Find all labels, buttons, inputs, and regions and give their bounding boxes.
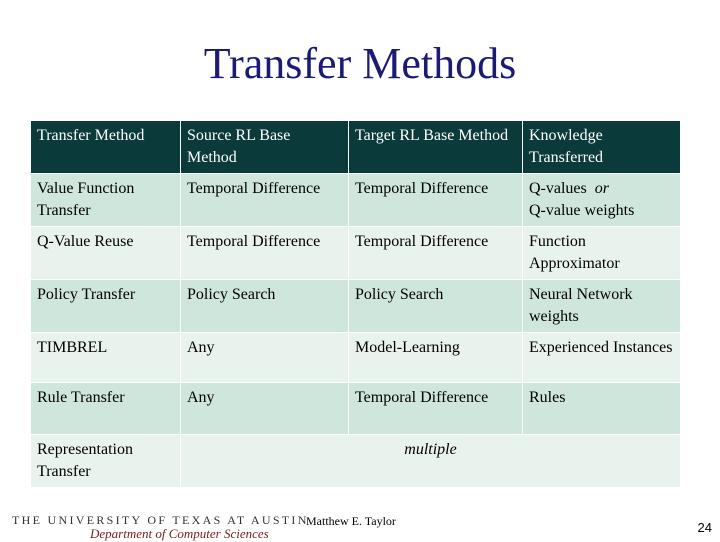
author-name: Matthew E. Taylor bbox=[306, 514, 396, 528]
cell-method: Value Function Transfer bbox=[31, 174, 181, 227]
cell-target: Model-Learning bbox=[349, 333, 523, 383]
cell-method: Representation Transfer bbox=[31, 435, 181, 488]
cell-source: Policy Search bbox=[181, 280, 349, 333]
table-row bbox=[31, 435, 681, 488]
cell-target: Temporal Difference bbox=[349, 227, 523, 280]
table-row bbox=[31, 280, 681, 333]
cell-source: Temporal Difference bbox=[181, 174, 349, 227]
cell-source: Temporal Difference bbox=[181, 227, 349, 280]
cell-knowledge: Function Approximator bbox=[523, 227, 681, 280]
table-row bbox=[31, 383, 681, 435]
university-name: THE UNIVERSITY OF TEXAS AT AUSTIN bbox=[12, 513, 309, 527]
cell-method: Policy Transfer bbox=[31, 280, 181, 333]
cell-target: Temporal Difference bbox=[349, 383, 523, 435]
knowledge-or: or bbox=[594, 180, 609, 197]
cell-source: Any bbox=[181, 333, 349, 383]
cell-method: Q-Value Reuse bbox=[31, 227, 181, 280]
header-target-method: Target RL Base Method bbox=[349, 121, 523, 174]
header-knowledge: Knowledge Transferred bbox=[523, 121, 681, 174]
table-header-row bbox=[31, 121, 681, 174]
page-number: 24 bbox=[697, 520, 712, 535]
cell-knowledge bbox=[523, 174, 681, 227]
header-transfer-method: Transfer Method bbox=[31, 121, 181, 174]
knowledge-part-1: Q-values bbox=[529, 180, 587, 197]
cell-source: Any bbox=[181, 383, 349, 435]
cell-target: Temporal Difference bbox=[349, 174, 523, 227]
table-row bbox=[31, 174, 681, 227]
cell-method: TIMBREL bbox=[31, 333, 181, 383]
table-row bbox=[31, 333, 681, 383]
cell-knowledge: Neural Network weights bbox=[523, 280, 681, 333]
cell-target: Policy Search bbox=[349, 280, 523, 333]
cell-method: Rule Transfer bbox=[31, 383, 181, 435]
cell-knowledge: Experienced Instances bbox=[523, 333, 681, 383]
transfer-methods-table bbox=[30, 120, 681, 488]
cell-span-multiple: multiple bbox=[181, 435, 681, 488]
header-source-method: Source RL Base Method bbox=[181, 121, 349, 174]
slide-title: Transfer Methods bbox=[203, 39, 517, 88]
cell-knowledge: Rules bbox=[523, 383, 681, 435]
university-logo bbox=[12, 513, 309, 542]
knowledge-part-2: Q-value weights bbox=[529, 202, 635, 219]
table-row bbox=[31, 227, 681, 280]
department-name: Department of Computer Sciences bbox=[90, 526, 269, 541]
